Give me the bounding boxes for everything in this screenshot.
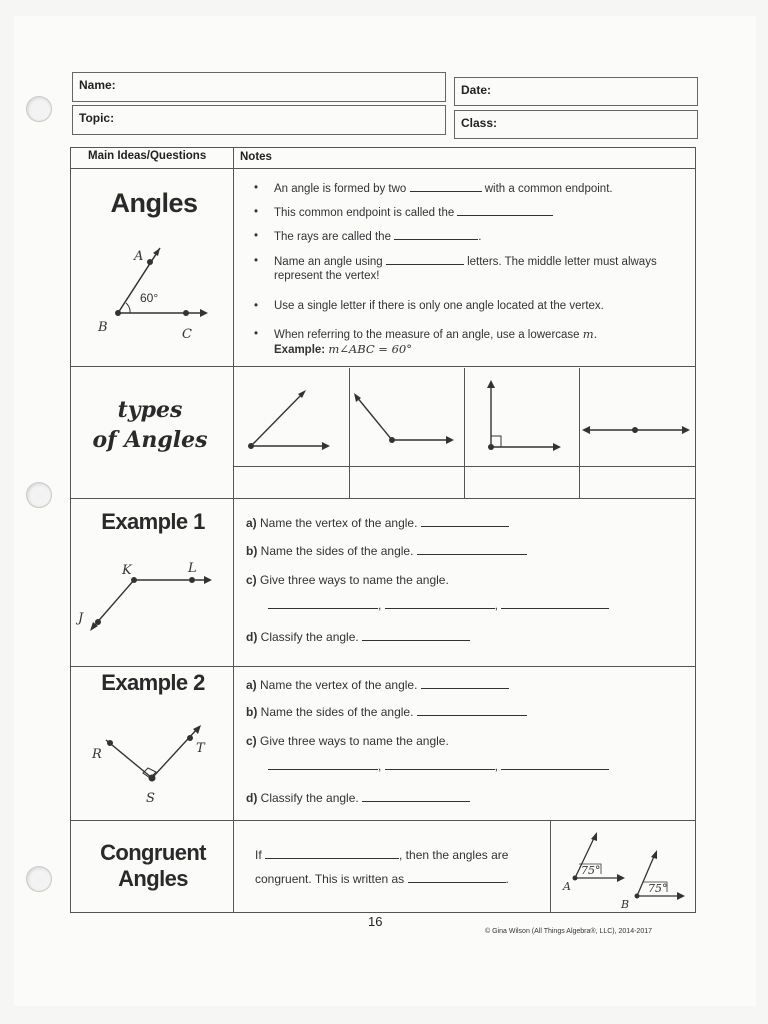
angle-b-measure: 75° [648, 882, 668, 895]
page-number: 16 [368, 914, 383, 929]
example1-title: Example 1 [101, 509, 205, 534]
divider [71, 498, 695, 499]
answer-blank[interactable] [417, 705, 527, 716]
answer-blank[interactable] [457, 205, 553, 216]
divider [71, 666, 695, 667]
example-value: m∠ABC = 60° [328, 342, 412, 356]
answer-blank[interactable] [421, 678, 509, 689]
date-field[interactable] [454, 77, 698, 106]
class-field[interactable] [454, 110, 698, 139]
congruent-definition-line1: If , then the angles are [255, 848, 509, 862]
acute-angle-sketch [236, 378, 346, 458]
example2-question-a: a) Name the vertex of the angle. [246, 678, 509, 692]
divider [71, 366, 695, 367]
example-label: Example: [274, 344, 326, 356]
answer-blank[interactable] [362, 791, 470, 802]
angle-a-measure: 75° [581, 864, 601, 877]
types-title-line1: types [117, 397, 183, 423]
topic-label: Topic: [79, 111, 115, 125]
point-l-label: L [188, 561, 197, 576]
bullet-dot: • [254, 206, 259, 218]
copyright-notice: © Gina Wilson (All Things Algebra®, LLC), 2014-2017 [485, 928, 652, 935]
right-angle-sketch [465, 378, 575, 458]
note-6: When referring to the measure of an angle, use a lowercase m. Example: m∠ABC = 60° [274, 327, 598, 356]
example2-three-names: , , [268, 759, 609, 773]
angles-title: Angles [110, 188, 198, 218]
bullet-dot: • [254, 255, 259, 267]
topic-field[interactable] [72, 105, 446, 135]
answer-blank[interactable] [501, 759, 609, 770]
example1-question-b: b) Name the sides of the angle. [246, 544, 527, 558]
answer-blank[interactable] [394, 229, 478, 240]
divider [550, 820, 551, 912]
notes-header: Notes [240, 151, 272, 163]
congruent-title [82, 840, 224, 892]
point-b-label: B [621, 898, 630, 910]
congruent-title-line1: Congruent [100, 840, 206, 865]
answer-blank[interactable] [385, 598, 495, 609]
point-a-label: A [563, 880, 571, 893]
answer-blank[interactable] [386, 254, 464, 265]
answer-blank[interactable] [362, 630, 470, 641]
main-ideas-header: Main Ideas/Questions [88, 150, 207, 162]
bullet-dot: • [254, 182, 259, 194]
answer-blank[interactable] [501, 598, 609, 609]
point-t-label: T [196, 741, 205, 756]
class-label: Class: [461, 116, 498, 130]
example1-three-names: , , [268, 598, 609, 612]
congruent-definition-line2: congruent. This is written as . [255, 872, 509, 886]
answer-blank[interactable] [421, 516, 509, 527]
note-1: An angle is formed by two with a common endpoint. [274, 183, 613, 195]
divider [71, 168, 695, 169]
types-title [90, 395, 210, 455]
example2-title: Example 2 [101, 670, 205, 695]
answer-blank[interactable] [417, 544, 527, 555]
point-k-label: K [122, 563, 132, 578]
example2-question-d: d) Classify the angle. [246, 791, 470, 805]
example2-question-c: c) Give three ways to name the angle. [246, 734, 449, 748]
example1-question-d: d) Classify the angle. [246, 630, 470, 644]
answer-blank[interactable] [385, 759, 495, 770]
angle-abc-diagram [90, 240, 220, 350]
binder-hole [26, 866, 52, 892]
point-s-label: S [146, 791, 155, 806]
date-label: Date: [461, 83, 492, 97]
angle-measure-label: 60° [140, 291, 159, 305]
example1-question-c: c) Give three ways to name the angle. [246, 573, 449, 587]
binder-hole [26, 482, 52, 508]
bullet-dot: • [254, 230, 259, 242]
congruent-angles-diagram [555, 828, 690, 910]
name-field[interactable] [72, 72, 446, 102]
note-4: Name an angle using letters. The middle letter must always represent the vertex! [274, 256, 657, 282]
point-a-label: A [134, 249, 144, 264]
answer-blank[interactable] [268, 759, 378, 770]
divider [71, 820, 695, 821]
note-2: This common endpoint is called the [274, 205, 674, 220]
example1-question-a: a) Name the vertex of the angle. [246, 516, 509, 530]
point-c-label: C [182, 327, 192, 342]
answer-blank[interactable] [268, 598, 378, 609]
point-r-label: R [92, 747, 102, 762]
bullet-dot: • [254, 328, 259, 340]
example1-angle-diagram [76, 556, 226, 646]
example2-question-b: b) Name the sides of the angle. [246, 705, 527, 719]
point-b-label: B [98, 320, 108, 335]
straight-angle-sketch [580, 378, 692, 458]
congruent-title-line2: Angles [118, 866, 188, 891]
note-5: Use a single letter if there is only one angle located at the vertex. [274, 300, 604, 312]
name-label: Name: [79, 78, 116, 92]
answer-blank[interactable] [265, 848, 399, 859]
answer-blank[interactable] [408, 872, 506, 883]
binder-hole [26, 96, 52, 122]
note-3: The rays are called the . [274, 231, 482, 243]
bullet-dot: • [254, 300, 259, 312]
answer-blank[interactable] [410, 181, 482, 192]
example2-angle-diagram [86, 720, 216, 810]
divider [233, 148, 234, 912]
point-j-label: J [78, 611, 84, 626]
types-title-line2: of Angles [92, 427, 208, 453]
obtuse-angle-sketch [350, 378, 460, 458]
